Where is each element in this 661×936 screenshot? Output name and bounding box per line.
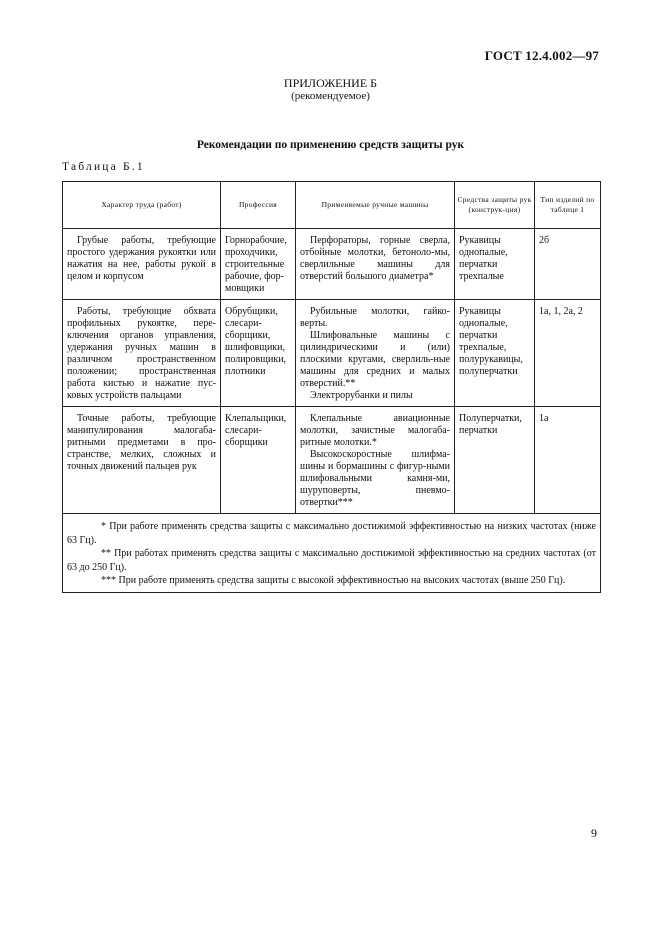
- cell-profession: Обрубщики, слесари-сборщики, шлифовщики, полировщики, плотники: [221, 300, 296, 407]
- column-header-type: Тип изделий по таблице 1: [535, 182, 601, 229]
- appendix-subtitle: (рекомендуемое): [291, 90, 370, 102]
- machines-paragraph: Клепальные авиационные молотки, зачистные малогаба-ритные молотки.*: [300, 413, 450, 448]
- machines-paragraph: Рубильные молотки, гайко-верты.: [300, 306, 450, 329]
- cell-work: Грубые работы, требующие простого удержания рукоятки или нажатия на нее, работы рукой в целом и корпусом: [63, 229, 221, 300]
- table-row: [63, 229, 601, 300]
- cell-work: Работы, требующие обхвата профильных рукоятке, пере-ключения органов управления, удержания ручных машин в различном пространственном положении; пространственная работа кистью и нажатие пус-ковых устройств пальцами: [63, 300, 221, 407]
- machines-paragraph: Шлифовальные машины с цилиндрическими и (или) плоскими кругами, сверлиль-ные машины для средних и малых отверстий.**: [300, 330, 450, 389]
- cell-profession: Клепальщики, слесари-сборщики: [221, 407, 296, 514]
- table-row: [63, 300, 601, 407]
- column-header-machines: Применяемые ручные машины: [296, 182, 455, 229]
- appendix-title: ПРИЛОЖЕНИЕ Б: [283, 76, 378, 90]
- table-row: [63, 407, 601, 514]
- cell-protection: Рукавицы однопалые, перчатки трехпалые, полурукавицы, полуперчатки: [455, 300, 535, 407]
- cell-type: 2б: [535, 229, 601, 300]
- footnote: *** При работе применять средства защиты с высокой эффективностью на высоких частотах (выше 250 Гц).: [101, 575, 566, 586]
- footnote: ** При работах применять средства защиты с максимально достижимой эффективностью на средних частотах (от 63 до 250 Гц).: [67, 548, 596, 573]
- table-notes: [63, 514, 601, 593]
- cell-work: Точные работы, требующие манипулирования малогаба-ритными предметами в про-странстве, мелких, сложных и точных движений пальцев рук: [63, 407, 221, 514]
- cell-machines: [296, 300, 455, 407]
- section-title: Рекомендации по применению средств защиты рук: [196, 139, 465, 151]
- document-code: ГОСТ 12.4.002—97: [484, 48, 599, 63]
- table-header-row: [63, 182, 601, 229]
- cell-type: 1а, 1, 2а, 2: [535, 300, 601, 407]
- recommendations-table: [62, 181, 601, 593]
- appendix-heading: [0, 77, 661, 103]
- page-number: 9: [591, 826, 597, 840]
- machines-paragraph: Высокоскоростные шлифма-шины и бормашины с фигур-ными шлифовальными камня-ми, шуруповерты, пневмо-отвертки***: [300, 449, 450, 508]
- table-notes-row: [63, 514, 601, 593]
- cell-profession: Горнорабочие, проходчики, строительные рабочие, фор-мовщики: [221, 229, 296, 300]
- cell-protection: Полуперчатки, перчатки: [455, 407, 535, 514]
- cell-machines: [296, 407, 455, 514]
- cell-protection: Рукавицы однопалые, перчатки трехпалые: [455, 229, 535, 300]
- footnote: * При работе применять средства защиты с максимально достижимой эффективностью на низких частотах (ниже 63 Гц).: [67, 521, 596, 546]
- column-header-work: Характер труда (работ): [63, 182, 221, 229]
- cell-machines: Перфораторы, горные сверла, отбойные молотки, бетоноло-мы, сверлильные машины для отверстий большого диаметра*: [296, 229, 455, 300]
- table-label: Таблица Б.1: [62, 161, 145, 173]
- machines-paragraph: Электрорубанки и пилы: [310, 390, 413, 401]
- column-header-profession: Профессия: [221, 182, 296, 229]
- cell-type: 1а: [535, 407, 601, 514]
- column-header-protection: Средства защиты рук (конструк-ция): [455, 182, 535, 229]
